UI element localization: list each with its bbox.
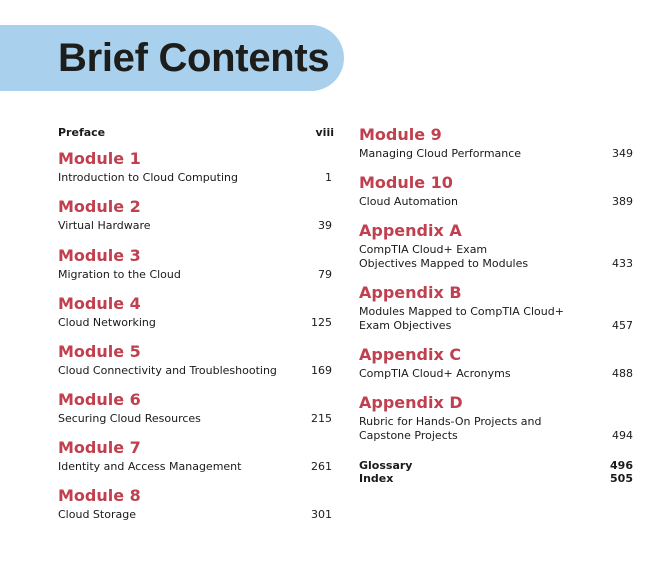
- appendix-title: Appendix A: [359, 221, 462, 240]
- module-title: Module 2: [58, 197, 141, 216]
- appendix-desc: Rubric for Hands-On Projects and Capstone Projects: [359, 415, 542, 442]
- toc-index[interactable]: [359, 472, 635, 486]
- module-title: Module 4: [58, 294, 141, 313]
- appendix-page: 433: [612, 257, 633, 270]
- module-desc: Identity and Access Management: [58, 460, 242, 473]
- glossary-page: 496: [610, 459, 633, 472]
- appendix-page: 457: [612, 319, 633, 332]
- preface-label: Preface: [58, 126, 106, 139]
- appendix-title: Appendix B: [359, 283, 462, 302]
- appendix-page: 488: [612, 367, 633, 380]
- toc-module-10[interactable]: [359, 173, 635, 209]
- preface-page: viii: [315, 126, 334, 139]
- glossary-label: Glossary: [359, 459, 413, 472]
- toc-module-5[interactable]: [58, 342, 334, 378]
- toc-module-3[interactable]: [58, 246, 334, 282]
- appendix-desc: CompTIA Cloud+ Acronyms: [359, 367, 511, 380]
- module-title: Module 10: [359, 173, 453, 192]
- toc-appendix-b[interactable]: [359, 283, 635, 333]
- module-page: 1: [325, 171, 332, 184]
- module-desc: Introduction to Cloud Computing: [58, 171, 238, 184]
- module-title: Module 1: [58, 149, 141, 168]
- page-title: Brief Contents: [58, 36, 330, 80]
- module-title: Module 7: [58, 438, 141, 457]
- module-page: 169: [311, 364, 332, 377]
- toc-module-7[interactable]: [58, 438, 334, 474]
- module-page: 39: [318, 219, 332, 232]
- module-desc: Cloud Connectivity and Troubleshooting: [58, 364, 277, 377]
- module-desc: Migration to the Cloud: [58, 268, 181, 281]
- toc-module-8[interactable]: [58, 486, 334, 522]
- toc-appendix-a[interactable]: [359, 221, 635, 271]
- appendix-title: Appendix C: [359, 345, 462, 364]
- module-page: 79: [318, 268, 332, 281]
- index-page: 505: [610, 472, 633, 485]
- module-desc: Virtual Hardware: [58, 219, 151, 232]
- toc-appendix-d[interactable]: [359, 393, 635, 443]
- module-page: 389: [612, 195, 633, 208]
- toc-module-2[interactable]: [58, 197, 334, 233]
- module-page: 215: [311, 412, 332, 425]
- toc-module-6[interactable]: [58, 390, 334, 426]
- module-page: 261: [311, 460, 332, 473]
- appendix-page: 494: [612, 429, 633, 442]
- module-desc: Securing Cloud Resources: [58, 412, 201, 425]
- toc-module-9[interactable]: [359, 125, 635, 161]
- index-label: Index: [359, 472, 394, 485]
- toc-glossary[interactable]: [359, 459, 635, 473]
- module-title: Module 8: [58, 486, 141, 505]
- module-desc: Managing Cloud Performance: [359, 147, 522, 160]
- module-desc: Cloud Automation: [359, 195, 458, 208]
- module-desc: Cloud Networking: [58, 316, 156, 329]
- module-page: 301: [311, 508, 332, 521]
- appendix-desc: CompTIA Cloud+ Exam Objectives Mapped to Modules: [359, 243, 529, 270]
- module-title: Module 6: [58, 390, 141, 409]
- module-page: 125: [311, 316, 332, 329]
- appendix-desc: Modules Mapped to CompTIA Cloud+ Exam Objectives: [359, 305, 564, 332]
- module-title: Module 3: [58, 246, 141, 265]
- module-title: Module 5: [58, 342, 141, 361]
- module-desc: Cloud Storage: [58, 508, 136, 521]
- appendix-title: Appendix D: [359, 393, 463, 412]
- module-title: Module 9: [359, 125, 442, 144]
- toc-module-1[interactable]: [58, 149, 334, 185]
- toc-preface[interactable]: [58, 126, 334, 140]
- toc-module-4[interactable]: [58, 294, 334, 330]
- module-page: 349: [612, 147, 633, 160]
- toc-appendix-c[interactable]: [359, 345, 635, 381]
